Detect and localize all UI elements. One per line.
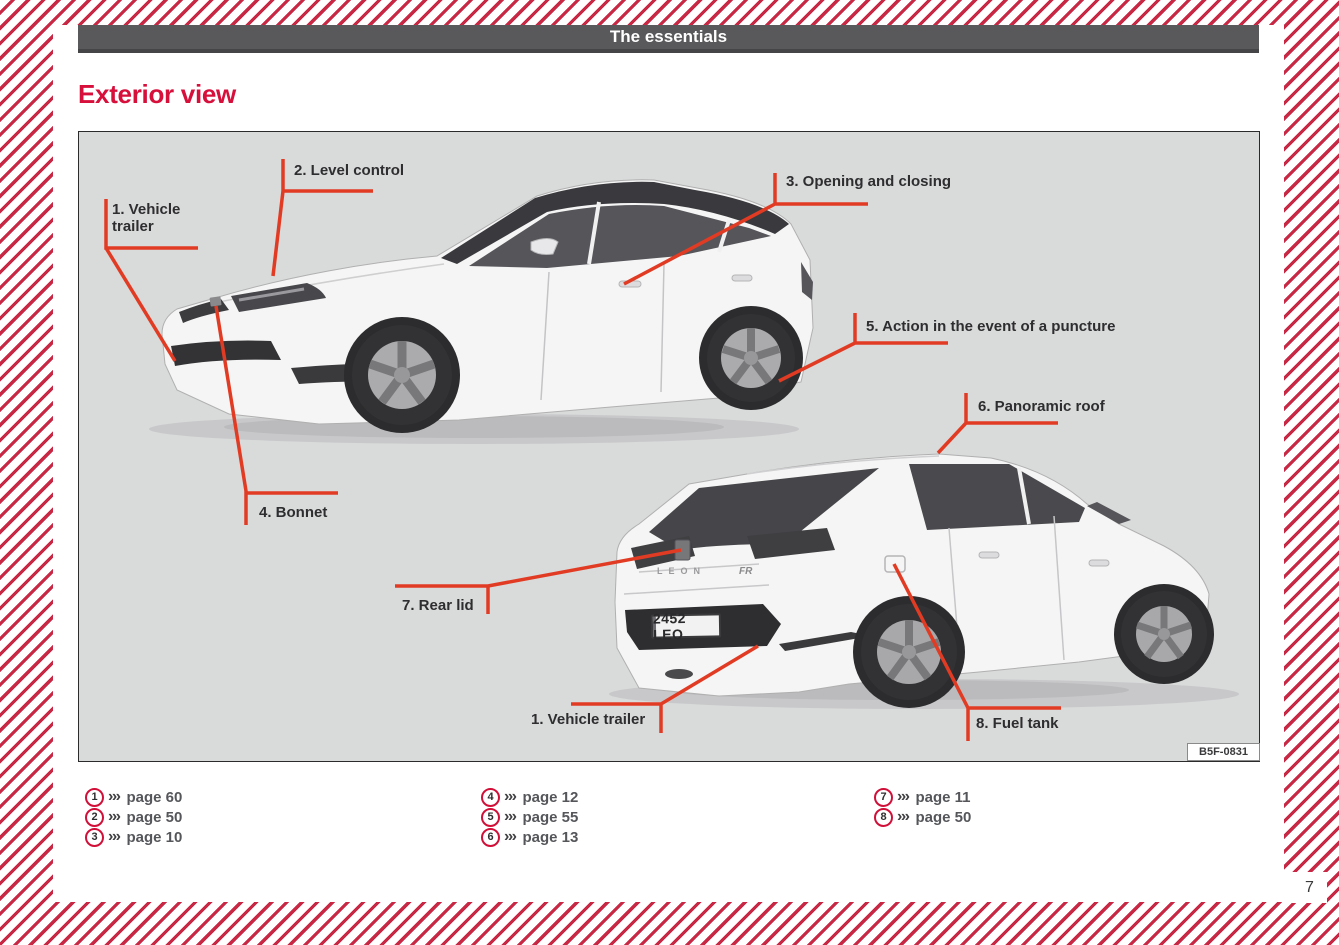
reference-item-7: [874, 787, 971, 807]
front-car-front-wheel: [344, 317, 460, 433]
chevron-right-icon: ›››: [504, 808, 516, 825]
chevron-right-icon: ›››: [504, 788, 516, 805]
reference-item-3: [85, 827, 182, 847]
chapter-title: The essentials: [609, 27, 728, 46]
rear-car-front-wheel: [1114, 584, 1214, 684]
ref-page-link: page 13: [522, 828, 579, 846]
ref-number-circle: 6: [481, 828, 500, 847]
ref-number-circle: 7: [874, 788, 893, 807]
ref-number-circle: 8: [874, 808, 893, 827]
chevron-right-icon: ›››: [504, 828, 516, 845]
chevron-right-icon: ›››: [897, 788, 909, 805]
fr-trim-badge: FR: [739, 566, 753, 577]
ref-page-link: page 10: [126, 828, 183, 846]
reference-item-1: [85, 787, 182, 807]
reference-item-8: [874, 807, 971, 827]
reference-item-2: [85, 807, 182, 827]
exterior-view-figure: [78, 131, 1260, 762]
chevron-right-icon: ›››: [108, 788, 120, 805]
reference-item-4: [481, 787, 578, 807]
leon-model-badge: LEON: [657, 566, 707, 576]
chevron-right-icon: ›››: [897, 808, 909, 825]
page-number-value: 7: [1305, 878, 1314, 896]
rear-view-car-illustration: [609, 454, 1239, 709]
ref-page-link: page 50: [915, 808, 972, 826]
callout-label-bonnet: 4. Bonnet: [259, 504, 328, 521]
ref-number-circle: 4: [481, 788, 500, 807]
callout-label-fuel-tank: 8. Fuel tank: [976, 715, 1059, 732]
callout-label-vehicle-trailer-front: 1. Vehicle trailer: [112, 201, 181, 235]
figure-code: B5F-0831: [1187, 743, 1260, 761]
chapter-header-bar: [78, 25, 1259, 53]
car-diagram-illustration: [79, 132, 1261, 763]
ref-page-link: page 12: [522, 788, 579, 806]
ref-page-link: page 55: [522, 808, 579, 826]
reference-item-6: [481, 827, 578, 847]
callout-label-panoramic-roof: 6. Panoramic roof: [978, 398, 1105, 415]
ref-number-circle: 3: [85, 828, 104, 847]
ref-number-circle: 5: [481, 808, 500, 827]
chevron-right-icon: ›››: [108, 828, 120, 845]
front-car-rear-wheel: [699, 306, 803, 410]
license-plate: 2452 LEO: [651, 613, 721, 638]
callout-label-vehicle-trailer-rear: 1. Vehicle trailer: [531, 711, 646, 728]
reference-item-5: [481, 807, 578, 827]
callout-label-rear-lid: 7. Rear lid: [402, 597, 474, 614]
callout-label-puncture: 5. Action in the event of a puncture: [866, 318, 1116, 335]
ref-number-circle: 1: [85, 788, 104, 807]
ref-page-link: page 50: [126, 808, 183, 826]
page-number: [1283, 872, 1327, 903]
rear-car-rear-wheel: [853, 596, 965, 708]
ref-page-link: page 60: [126, 788, 183, 806]
chevron-right-icon: ›››: [108, 808, 120, 825]
ref-number-circle: 2: [85, 808, 104, 827]
callout-label-opening-closing: 3. Opening and closing: [786, 173, 952, 190]
callout-label-level-control: 2. Level control: [294, 162, 405, 179]
front-view-car-illustration: [149, 180, 813, 444]
page-title: Exterior view: [78, 79, 236, 109]
ref-page-link: page 11: [915, 788, 971, 806]
